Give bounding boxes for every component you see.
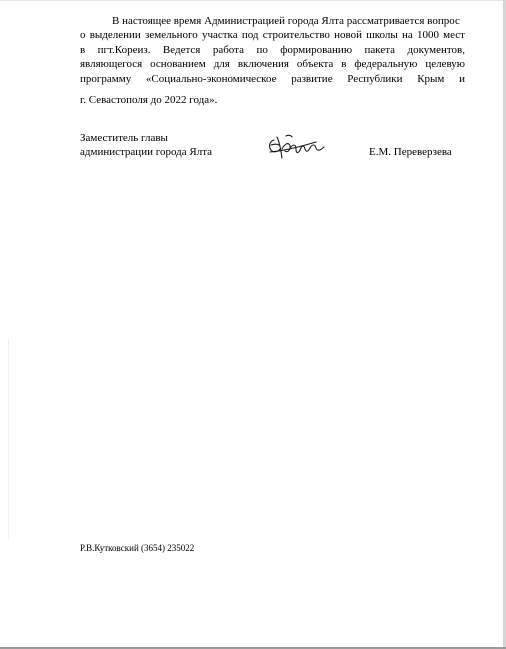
paragraph-line-4: являющегося основанием для включения объекта в федеральную целевую	[80, 58, 465, 70]
paragraph-line-2: о выделении земельного участка под строительство новой школы на 1000 мест	[80, 29, 465, 41]
signatory-name: Е.М. Переверзева	[369, 146, 452, 158]
paragraph-line-5: программу «Социально-экономическое развитие Республики Крым и	[80, 73, 465, 85]
paragraph-line-3: в пгт.Кореиз. Ведется работа по формированию пакета документов,	[80, 44, 465, 56]
signatory-position-line-1: Заместитель главы	[80, 132, 168, 144]
handwritten-signature	[264, 131, 328, 163]
paragraph-line-6: г. Севастополя до 2022 года».	[80, 94, 218, 106]
scan-artifact	[8, 340, 10, 540]
page-top-edge	[0, 0, 506, 1]
executor-contact: Р.В.Кутковский (3654) 235022	[80, 543, 195, 553]
paragraph-line-1: В настоящее время Администрацией города Ялта рассматривается вопрос	[112, 15, 460, 27]
signatory-position-line-2: администрации города Ялта	[80, 146, 213, 158]
